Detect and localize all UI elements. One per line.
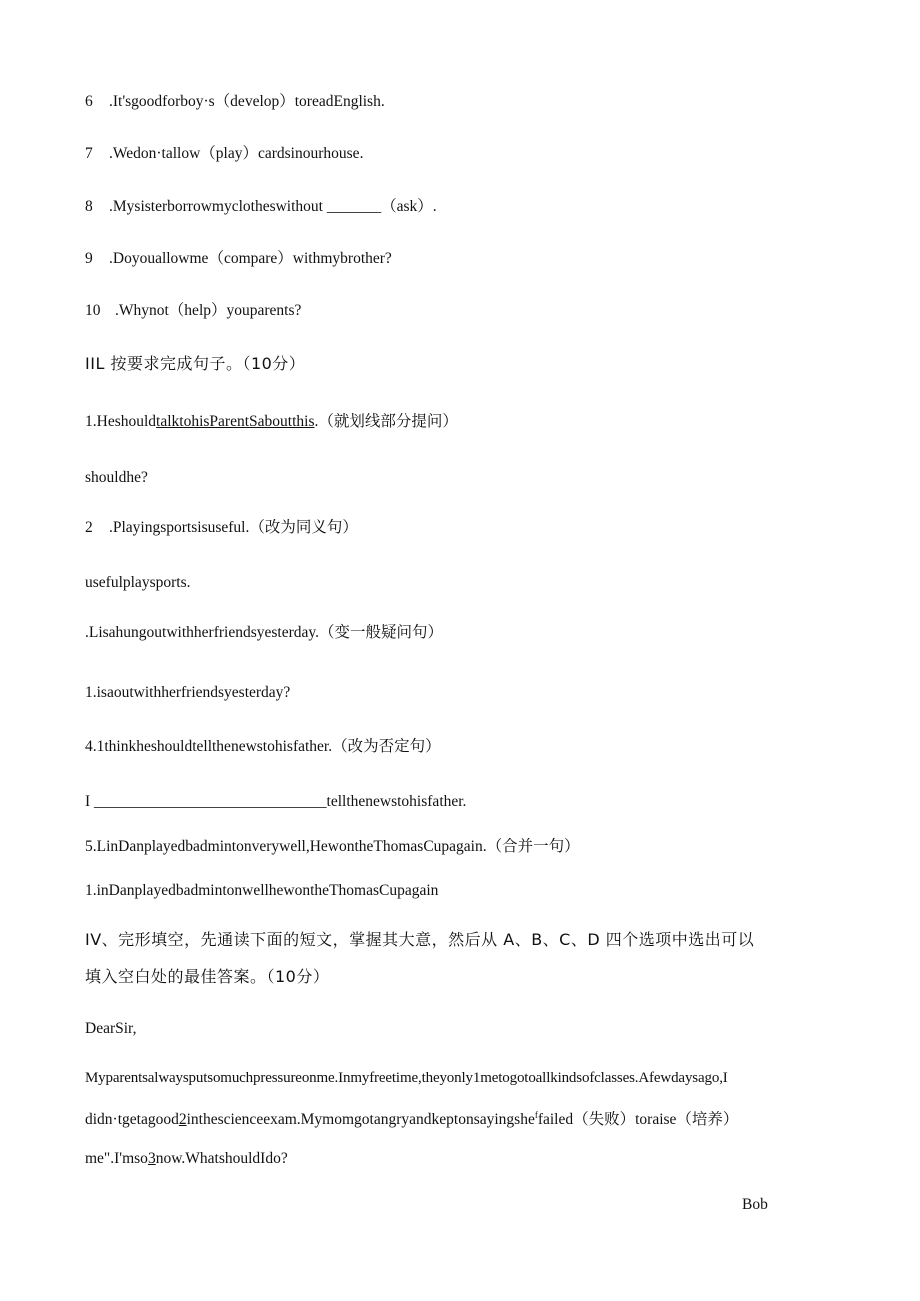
question-text: .Whynot（help）youparents?: [115, 302, 302, 319]
question-7: [85, 144, 363, 164]
letter-paragraph-line-2: [85, 1105, 738, 1130]
sentence-1-prefix: 1.Heshould: [85, 413, 157, 430]
question-text: .Doyouallowme（compare）withmybrother?: [109, 250, 392, 267]
letter-salutation: DearSir,: [85, 1020, 137, 1037]
question-number: 9: [85, 250, 93, 267]
sentence-1-suffix: .（就划线部分提问）: [314, 413, 458, 430]
superscript-mark: f: [534, 1110, 538, 1120]
blank-number: 2: [178, 1111, 187, 1129]
sentence-4-answer: I ______________________________tellthenewstohisfather.: [85, 793, 467, 810]
text-segment: me".I'mso: [85, 1150, 148, 1167]
sentence-1-answer: shouldhe?: [85, 469, 148, 486]
text-segment: now.WhatshouldIdo?: [155, 1150, 288, 1167]
text-segment: failed（失败）toraise（培养）: [537, 1111, 739, 1129]
question-number: 6: [85, 93, 93, 110]
question-8: [85, 197, 437, 217]
sentence-1: [85, 412, 458, 432]
sentence-3: .Lisahungoutwithherfriendsyesterday.（变一般疑问句）: [85, 624, 444, 641]
sentence-2-text: .Playingsportsisuseful.（改为同义句）: [109, 519, 358, 536]
letter-paragraph-line-3: [85, 1149, 288, 1169]
sentence-5: 5.LinDanplayedbadmintonverywell,HewontheThomasCupagain.（合并一句）: [85, 838, 580, 855]
blank-number: 3: [147, 1150, 156, 1167]
question-text: .Mysisterborrowmyclotheswithout _______（ask）.: [109, 198, 437, 215]
sentence-1-underlined: talktohisParentSaboutthis: [156, 413, 315, 430]
sentence-2-answer: usefulplaysports.: [85, 574, 191, 591]
text-segment: inthescienceexam.Mymomgotangryandkeptonsayingshe: [186, 1111, 535, 1129]
sentence-3-answer: 1.isaoutwithherfriendsyesterday?: [85, 684, 291, 701]
question-text: .Wedon·tallow（play）cardsinourhouse.: [109, 145, 364, 162]
section-4-title-line-2: 填入空白处的最佳答案。（10分）: [85, 967, 330, 986]
question-number: 10: [85, 302, 101, 319]
question-9: [85, 249, 392, 269]
question-6: [85, 92, 385, 112]
section-4-title-line-1: IV、完形填空，先通读下面的短文，掌握其大意，然后从 A、B、C、D 四个选项中选出可以: [85, 930, 755, 949]
letter-paragraph-line-1: Myparentsalwaysputsomuchpressureonme.Inmyfreetime,theyonly1metogotoallkindsofclasses.Afewdaysago,I: [85, 1070, 728, 1086]
question-10: [85, 301, 301, 321]
sentence-5-answer: 1.inDanplayedbadmintonwellhewontheThomasCupagain: [85, 882, 439, 899]
question-number: 8: [85, 198, 93, 215]
section-3-title: IIL 按要求完成句子。（10分）: [85, 354, 306, 373]
sentence-4: 4.1thinkheshouldtellthenewstohisfather.（改为否定句）: [85, 738, 441, 755]
letter-signature: Bob: [742, 1196, 768, 1213]
question-text: .It'sgoodforboy·s（develop）toreadEnglish.: [109, 93, 385, 110]
text-segment: didn·tgetagood: [85, 1111, 179, 1129]
sentence-number: 2: [85, 519, 93, 536]
sentence-2: [85, 518, 358, 538]
question-number: 7: [85, 145, 93, 162]
